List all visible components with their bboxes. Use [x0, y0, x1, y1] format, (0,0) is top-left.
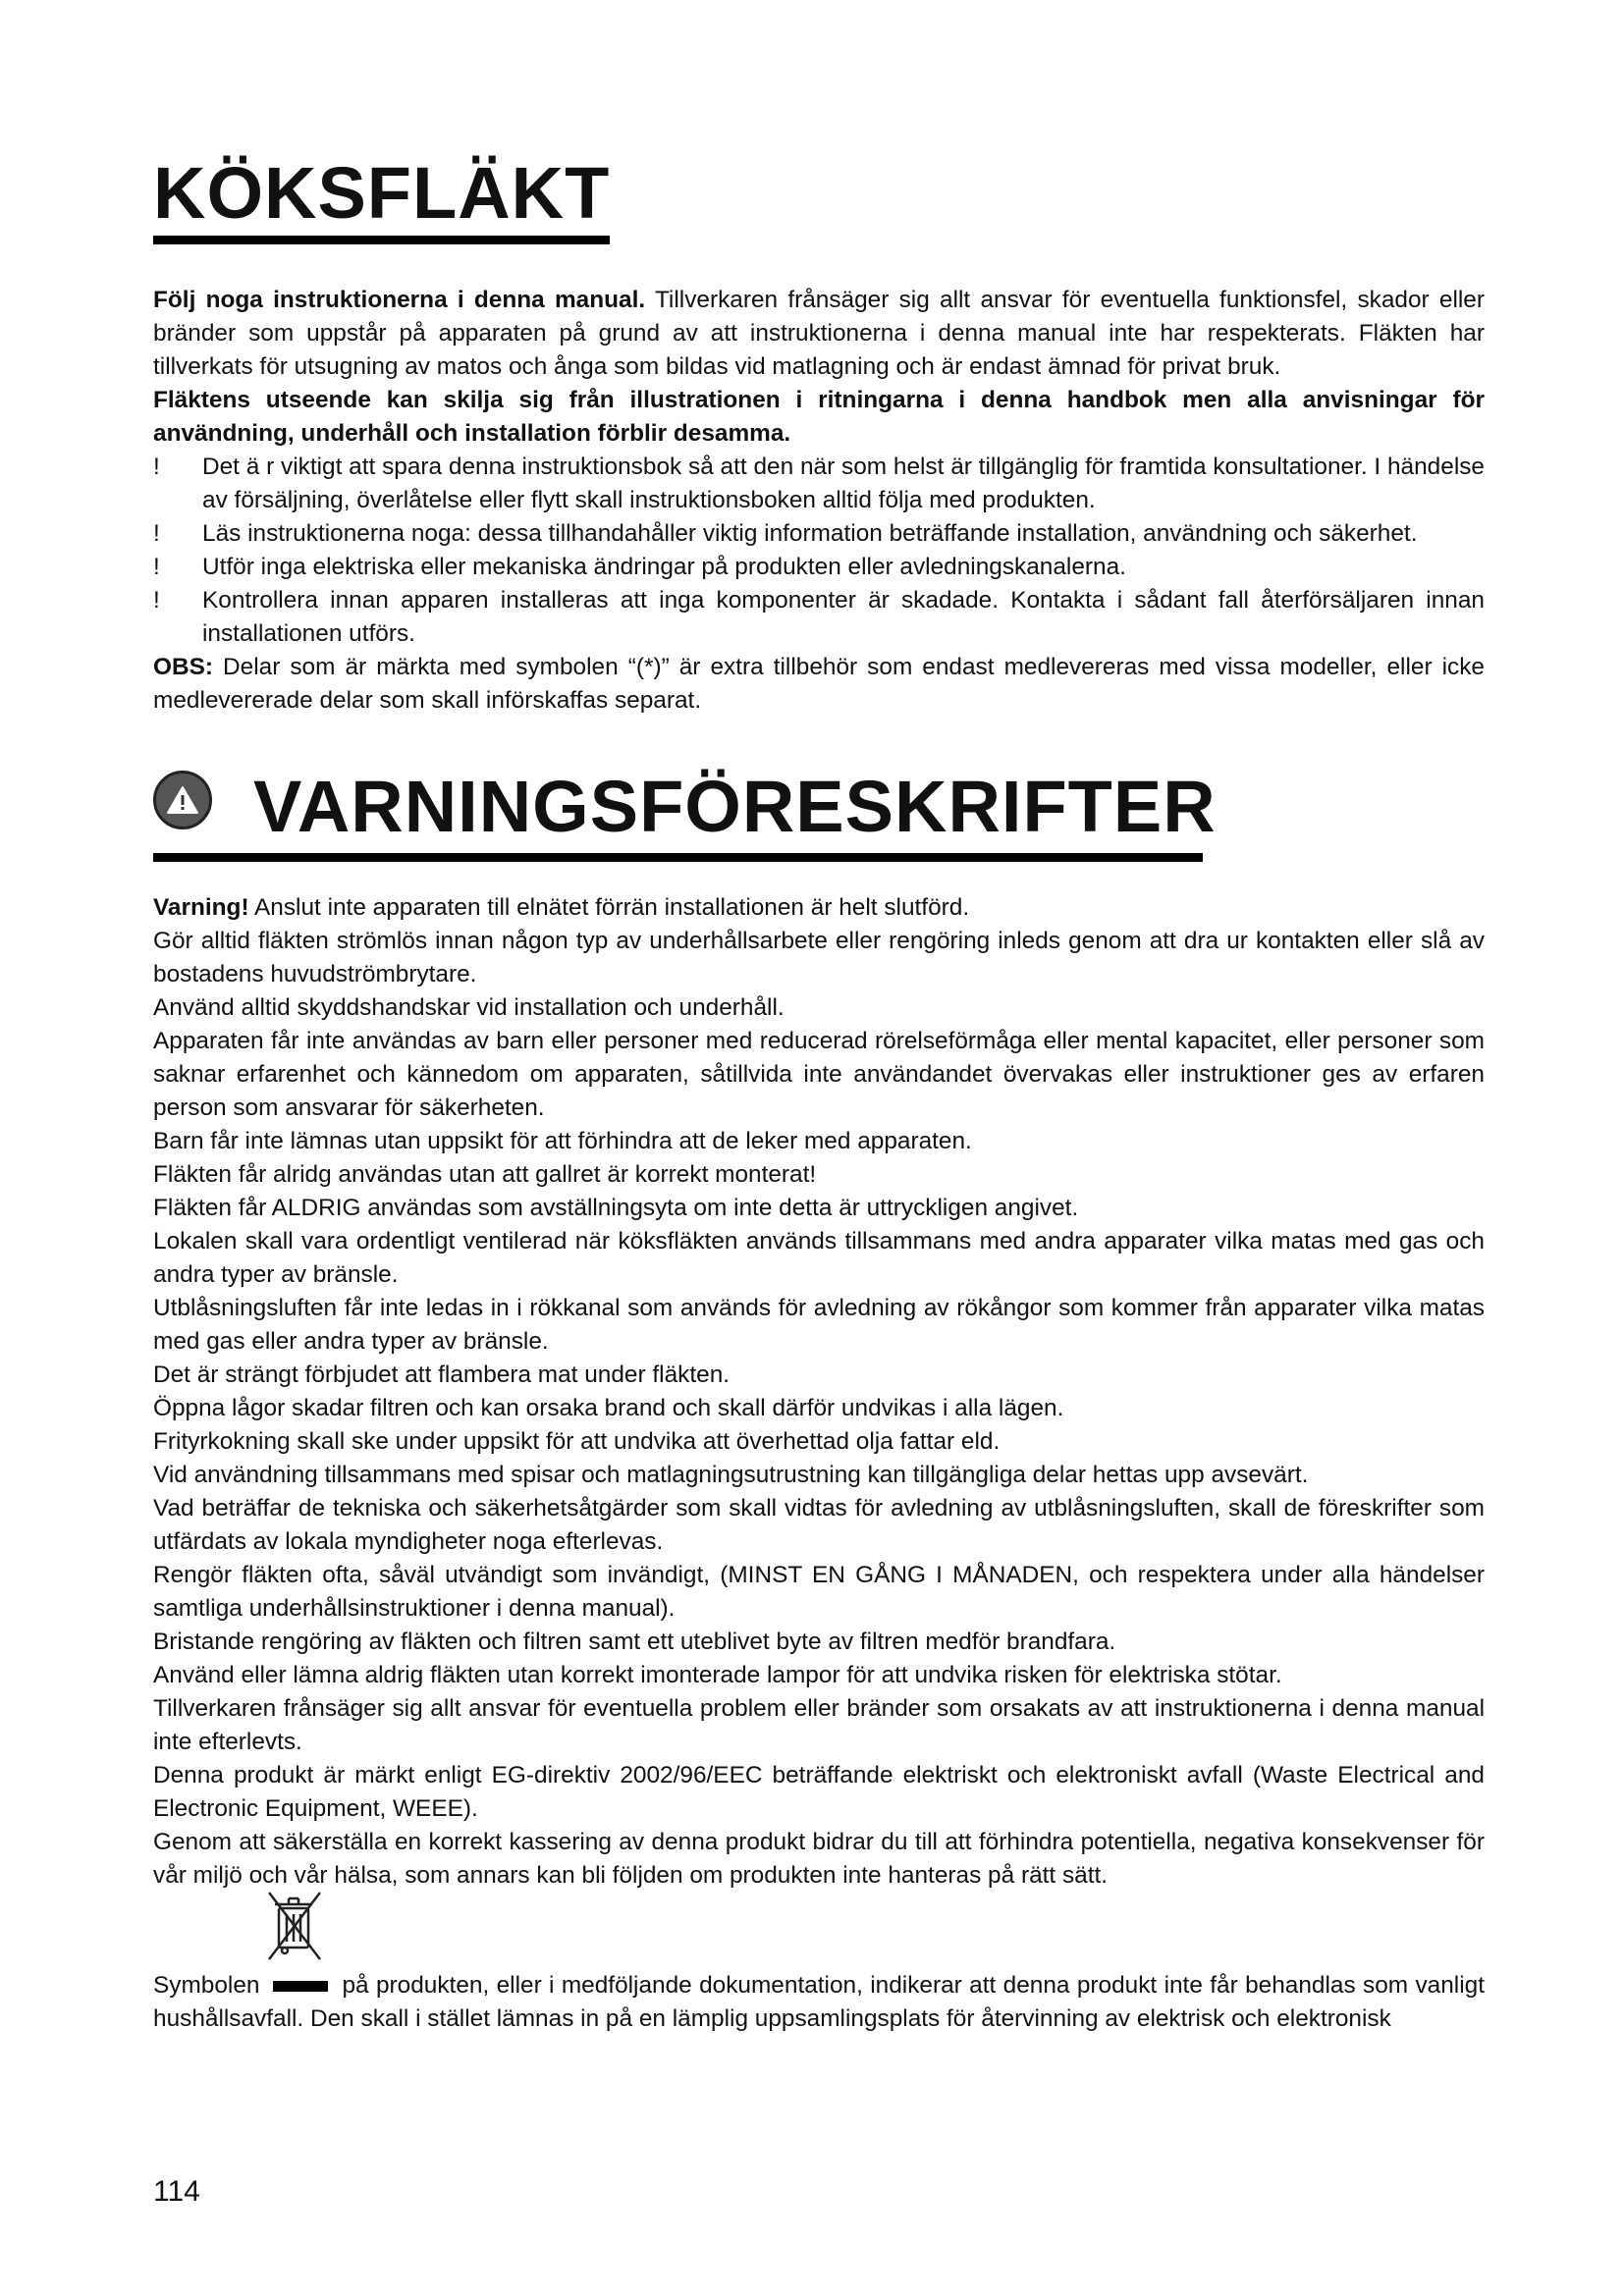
black-bar-icon — [273, 1981, 328, 1992]
warning-paragraph: Det är strängt förbjudet att flambera mat under fläkten. — [153, 1362, 731, 1388]
warning-paragraph: Apparaten får inte användas av barn eller personer med reducerad rörelseförmåga eller mental kapacitet, eller personer som saknar erfarenhet och kännedom om apparaten, såtillvida inte användandet övervakas eller instruktioner ges av erfaren person som ansvarar för säkerheten. — [153, 1028, 1485, 1121]
exclamation-mark: ! — [153, 520, 160, 547]
intro-section — [153, 284, 1485, 718]
bullet-text: Kontrollera innan apparen installeras att inga komponenter är skadade. Kontakta i sådant fall återförsäljaren innan installationen utförs. — [202, 587, 1485, 647]
warning-paragraph: Gör alltid fläkten strömlös innan någon typ av underhållsarbete eller rengöring inleds genom att dra ur kontakten eller slå av bostadens huvudströmbrytare. — [153, 928, 1485, 988]
warning-paragraph: Utblåsningsluften får inte ledas in i rökkanal som används för avledning av rökångor som kommer från apparater vilka matas med gas eller andra typer av bränsle. — [153, 1295, 1485, 1355]
warning-paragraph: Barn får inte lämnas utan uppsikt för att förhindra att de leker med apparaten. — [153, 1128, 972, 1154]
warnings-header — [153, 766, 1485, 847]
obs-text: Delar som är märkta med symbolen “(*)” är extra tillbehör som endast medlevereras med vissa modeller, eller icke medlevererade delar som skall införskaffas separat. — [153, 654, 1485, 714]
bullet-item — [153, 584, 1485, 651]
warning-paragraph: Använd eller lämna aldrig fläkten utan korrekt imonterade lampor för att undvika risken för elektriska stötar. — [153, 1662, 1282, 1688]
document-page — [153, 152, 1485, 2036]
warning-paragraph: Öppna lågor skadar filtren och kan orsaka brand och skall därför undvikas i alla lägen. — [153, 1395, 1064, 1421]
exclamation-mark: ! — [153, 554, 160, 580]
warning-paragraph: Vid användning tillsammans med spisar och matlagningsutrustning kan tillgängliga delar hettas upp avsevärt. — [153, 1462, 1309, 1488]
warning-paragraph: Vad beträffar de tekniska och säkerhetsåtgärder som skall vidtas för avledning av utblåsningsluften, skall de föreskrifter som utfärdats av lokala myndigheter noga efterlevas. — [153, 1495, 1485, 1555]
warning-paragraph: Fläkten får alridg användas utan att gallret är korrekt monterat! — [153, 1161, 817, 1188]
exclamation-mark: ! — [153, 454, 160, 480]
bullet-item — [153, 517, 1485, 551]
symbolen-text: på produkten, eller i medföljande dokumentation, indikerar att denna produkt inte får behandlas som vanligt hushållsavfall. Den skall i stället lämnas in på en lämplig uppsamlingsplats för återvinning av elektrisk och elektronisk — [153, 1972, 1485, 2032]
obs-paragraph — [153, 651, 1485, 718]
heading-varningsforeskrifter: VARNINGSFÖRESKRIFTER — [253, 766, 1217, 847]
warning-paragraph: Denna produkt är märkt enligt EG-direktiv 2002/96/EEC beträffande elektriskt och elektroniskt avfall (Waste Electrical and Electronic Equipment, WEEE). — [153, 1762, 1485, 1822]
symbolen-paragraph — [153, 1969, 1485, 2036]
intro-text: Tillverkaren frånsäger sig allt ansvar för eventuella funktionsfel, skador eller bränder som uppstår på apparaten på grund av att instruktionerna i denna manual inte har respekterats. Fläkten har tillverkats för utsugning av matos och ånga som bildas vid matlagning och är endast ämnad för privat bruk. — [153, 287, 1485, 380]
appearance-note: Fläktens utseende kan skilja sig från illustrationen i ritningarna i denna handbok men alla anvisningar för användning, underhåll och installation förblir desamma. — [153, 387, 1485, 447]
warning-paragraph: Lokalen skall vara ordentligt ventilerad när köksfläkten används tillsammans med andra apparater vilka matas med gas och andra typer av bränsle. — [153, 1228, 1485, 1288]
warnings-section — [153, 891, 1485, 2036]
varning-label: Varning! — [153, 894, 249, 921]
exclamation-mark: ! — [153, 587, 160, 614]
heading-koksflakt: KÖKSFLÄKT — [153, 157, 610, 244]
varning-paragraph — [153, 891, 1485, 925]
bullet-text: Det ä r viktigt att spara denna instruktionsbok så att den när som helst är tillgänglig för framtida konsultationer. I händelse av försäljning, överlåtelse eller flytt skall instruktionsboken alltid följa med produkten. — [202, 454, 1485, 513]
warning-paragraph: Frityrkokning skall ske under uppsikt för att undvika att överhettad olja fattar eld. — [153, 1428, 1001, 1455]
crossed-out-wheelie-bin-icon — [265, 1889, 324, 1965]
obs-label: OBS: — [153, 654, 213, 680]
intro-paragraph — [153, 284, 1485, 384]
page-number: 114 — [153, 2175, 200, 2208]
warning-paragraph: Rengör fläkten ofta, såväl utvändigt som invändigt, (MINST EN GÅNG I MÅNADEN, och respektera under alla händelser samtliga underhållsinstruktioner i denna manual). — [153, 1562, 1485, 1622]
intro-bold-lead: Följ noga instruktionerna i denna manual. — [153, 287, 646, 313]
bullet-item — [153, 451, 1485, 517]
heading-underline — [153, 853, 1203, 862]
warning-paragraph: Använd alltid skyddshandskar vid installation och underhåll. — [153, 994, 785, 1021]
symbolen-lead: Symbolen — [153, 1972, 260, 1999]
warning-paragraph: Genom att säkerställa en korrekt kassering av denna produkt bidrar du till att förhindra potentiella, negativa konsekvenser för vår miljö och vår hälsa, som annars kan bli följden om produkten inte hanteras på rätt sätt. — [153, 1829, 1485, 1889]
warning-triangle-icon — [153, 771, 212, 829]
warning-paragraph: Fläkten får ALDRIG användas som avställningsyta om inte detta är uttryckligen angivet. — [153, 1195, 1079, 1221]
bullet-text: Utför inga elektriska eller mekaniska ändringar på produkten eller avledningskanalerna. — [202, 554, 1126, 580]
warning-paragraph: Bristande rengöring av fläkten och filtren samt ett uteblivet byte av filtren medför brandfara. — [153, 1629, 1116, 1655]
warning-paragraph: Tillverkaren frånsäger sig allt ansvar för eventuella problem eller bränder som orsakats av att instruktionerna i denna manual inte efterlevts. — [153, 1695, 1485, 1755]
bullet-text: Läs instruktionerna noga: dessa tillhandahåller viktig information beträffande installation, användning och säkerhet. — [202, 520, 1418, 547]
bullet-item — [153, 551, 1485, 584]
varning-text: Anslut inte apparaten till elnätet förrän installationen är helt slutförd. — [248, 894, 970, 921]
